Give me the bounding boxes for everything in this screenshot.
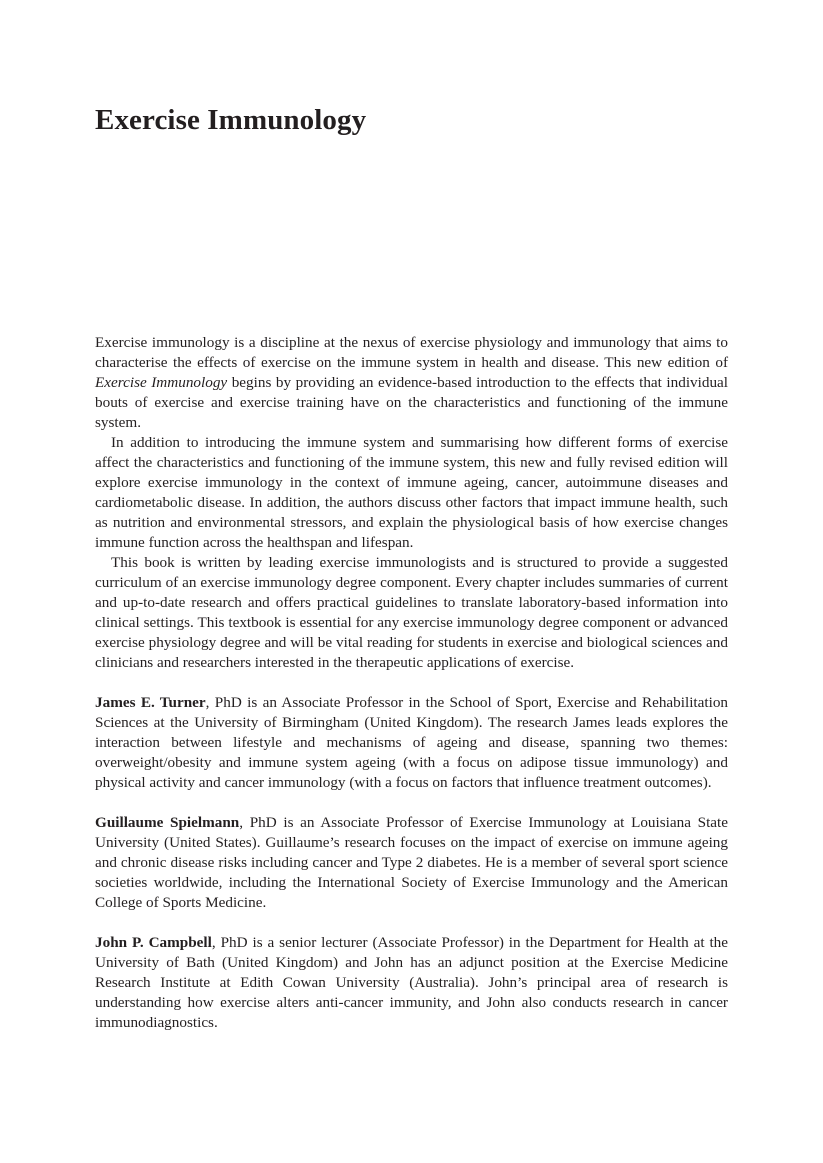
author-bio-text: , PhD is an Associate Professor of Exercise Immunology at Louisiana State University (United States). Guillaume’s research focuses on the impact of exercise on immune ageing and chronic disease risks including cancer and Type 2 diabetes. He is a member of several sport science societies worldwide, including the International Society of Exercise Immunology and the American College of Sports Medicine. (95, 814, 728, 911)
author-bio-campbell (95, 933, 728, 1033)
book-description (95, 333, 728, 1033)
description-text: begins by providing an evidence-based introduction to the effects that individual bouts of exercise and exercise training have on the characteristics and functioning of the immune system. (95, 374, 728, 431)
book-title: Exercise Immunology (95, 104, 367, 136)
description-paragraph-3: This book is written by leading exercise immunologists and is structured to provide a suggested curriculum of an exercise immunology degree component. Every chapter includes summaries of current and up-to-date research and offers practical guidelines to translate laboratory-based information into clinical settings. This textbook is essential for any exercise immunology degree component or advanced exercise physiology degree and will be vital reading for students in exercise and biological sciences and clinicians and researchers interested in the therapeutic applications of exercise. (95, 554, 728, 671)
author-name: John P. Campbell (95, 934, 212, 951)
author-name: James E. Turner (95, 694, 206, 711)
author-bio-turner (95, 693, 728, 793)
description-text: Exercise immunology is a discipline at the nexus of exercise physiology and immunology that aims to characterise the effects of exercise on the immune system in health and disease. This new edition of (95, 334, 728, 371)
author-bio-text: , PhD is an Associate Professor in the School of Sport, Exercise and Rehabilitation Sciences at the University of Birmingham (United Kingdom). The research James leads explores the interaction between lifestyle and mechanisms of ageing and disease, spanning two themes: overweight/obesity and immune system ageing (with a focus on adipose tissue immunology) and physical activity and cancer immunology (with a focus on factors that influence treatment outcomes). (95, 694, 729, 791)
description-paragraph-2: In addition to introducing the immune system and summarising how different forms of exercise affect the characteristics and functioning of the immune system, this new and fully revised edition will explore exercise immunology in the context of immune ageing, cancer, autoimmune diseases and cardiometabolic disease. In addition, the authors discuss other factors that impact immune health, such as nutrition and environmental stressors, and explain the physiological basis of how exercise changes immune function across the healthspan and lifespan. (95, 434, 728, 551)
author-bio-text: , PhD is a senior lecturer (Associate Professor) in the Department for Health at the University of Bath (United Kingdom) and John has an adjunct position at the Exercise Medicine Research Institute at Edith Cowan University (Australia). John’s principal area of research is understanding how exercise alters anti-cancer immunity, and John also conducts research in cancer immunodiagnostics. (95, 934, 728, 1031)
author-name: Guillaume Spielmann (95, 814, 240, 831)
description-paragraph-1 (95, 333, 728, 433)
author-bio-spielmann (95, 813, 728, 913)
book-title-italic: Exercise Immunology (95, 374, 228, 391)
